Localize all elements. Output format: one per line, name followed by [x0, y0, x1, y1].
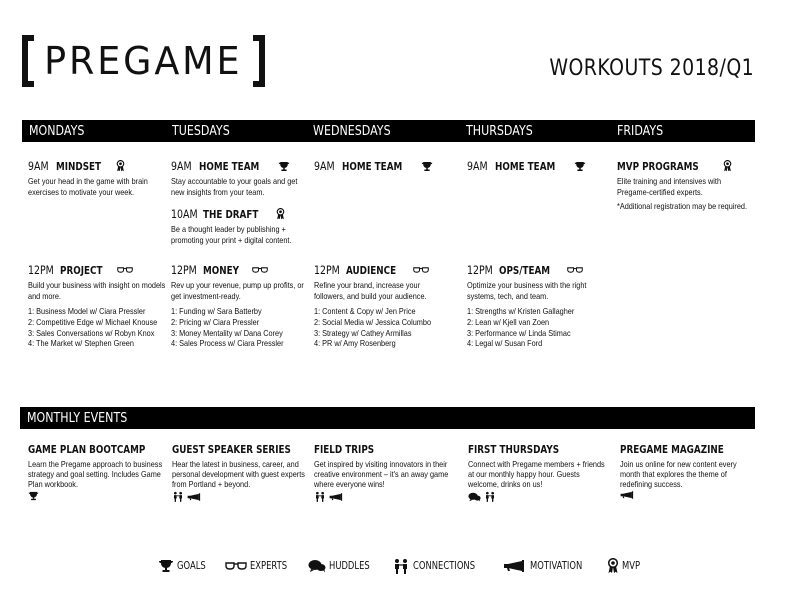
event-guest-speaker-series [172, 443, 312, 502]
slot-title: HOME TEAM [199, 159, 260, 173]
session-item: 2: Lean w/ Kjell van Zoen [467, 316, 550, 327]
session-item: 3: Sales Conversations w/ Robyn Knox [28, 327, 155, 338]
motivation-icon [329, 493, 344, 501]
day-label-thursday: THURSDAYS [466, 123, 533, 139]
legend-label: CONNECTIONS [413, 560, 476, 572]
legend-item-motivation [503, 560, 595, 572]
document-title: WORKOUTS 2018/Q1 [549, 56, 754, 81]
logo-bracket-left [22, 35, 34, 87]
slot-description: Be a thought leader by publishing + promoting your print + digital content. [171, 224, 292, 245]
event-first-thursdays [468, 443, 608, 502]
motivation-icon [503, 560, 527, 572]
goals-icon [574, 161, 586, 172]
event-title: FIRST THURSDAYS [468, 443, 560, 456]
event-title: GUEST SPEAKER SERIES [172, 443, 291, 456]
friday-slot [617, 158, 757, 212]
legend-label: HUDDLES [329, 560, 371, 572]
session-list [28, 306, 174, 349]
session-item: 3: Strategy w/ Cathey Armillas [314, 327, 412, 338]
legend-label: MVP [622, 560, 641, 572]
experts-icon [117, 266, 133, 274]
logo-bracket-right [253, 35, 265, 87]
mvp-icon [607, 558, 619, 574]
monthly-events-label: MONTHLY EVENTS [27, 410, 128, 426]
session-item: 2: Pricing w/ Ciara Pressler [171, 316, 260, 327]
event-field-trips [314, 443, 454, 502]
session-list [314, 306, 460, 349]
thursday-morning-slot [467, 158, 607, 174]
slot-description: Elite training and intensives with Pregame-certified experts. [617, 176, 722, 197]
connections-icon [314, 491, 326, 502]
tuesday-morning-slot-2 [171, 206, 311, 245]
goals-icon [278, 161, 290, 172]
motivation-icon [187, 493, 202, 501]
slot-title: PROJECT [60, 263, 103, 277]
session-item: 4: The Market w/ Stephen Green [28, 338, 134, 349]
slot-title: MINDSET [56, 159, 102, 173]
session-item: 1: Content & Copy w/ Jen Price [314, 306, 416, 316]
goals-icon [158, 559, 174, 573]
pregame-logo [22, 36, 265, 86]
slot-title: AUDIENCE [346, 263, 397, 277]
slot-title: HOME TEAM [342, 159, 403, 173]
session-item: 4: Sales Process w/ Ciara Pressler [171, 338, 284, 349]
event-description: Learn the Pregame approach to business strategy and goal setting. Includes Game Plan workbook. [28, 459, 163, 489]
event-description: Hear the latest in business, career, and personal development with guest experts from Portland + beyond. [172, 459, 305, 489]
monday-noon-slot [28, 262, 168, 349]
day-label-friday: FRIDAYS [617, 123, 664, 139]
slot-time: 9AM [28, 159, 49, 173]
slot-description: Refine your brand, increase your followers, and build your audience. [314, 280, 427, 301]
mvp-icon [276, 208, 285, 220]
slot-title: HOME TEAM [495, 159, 556, 173]
mvp-icon [723, 160, 732, 172]
legend-item-mvp [607, 558, 645, 574]
slot-time: 9AM [171, 159, 192, 173]
legend-item-huddles [308, 559, 380, 573]
motivation-icon [620, 491, 635, 499]
event-pregame-magazine [620, 443, 760, 499]
slot-note: *Additional registration may be required. [617, 201, 748, 211]
slot-time: 10AM [171, 207, 198, 221]
slot-title: MONEY [203, 263, 239, 277]
connections-icon [172, 491, 184, 502]
slot-time: 9AM [467, 159, 488, 173]
event-game-plan-bootcamp [28, 443, 168, 501]
event-description: Connect with Pregame members + friends at our monthly happy hour. Guests welcome, drinks on us! [468, 459, 605, 489]
legend-label: MOTIVATION [529, 560, 583, 572]
tuesday-noon-slot [171, 262, 311, 349]
experts-icon [413, 266, 429, 274]
session-item: 2: Social Media w/ Jessica Columbo [314, 316, 432, 327]
event-description: Get inspired by visiting innovators in their creative environment – it's an away game where everyone wins! [314, 459, 449, 489]
event-description: Join us online for new content every month that explores the theme of redefining success. [620, 459, 737, 489]
connections-icon [392, 558, 410, 574]
day-label-wednesday: WEDNESDAYS [313, 123, 391, 139]
session-item: 1: Funding w/ Sara Batterby [171, 306, 262, 316]
legend-item-connections [392, 558, 491, 574]
session-list [171, 306, 317, 349]
huddles-icon [308, 559, 326, 573]
legend-item-experts [225, 560, 296, 572]
thursday-noon-slot [467, 262, 607, 349]
session-item: 2: Competitive Edge w/ Michael Knouse [28, 316, 158, 327]
day-label-monday: MONDAYS [29, 123, 85, 139]
event-title: GAME PLAN BOOTCAMP [28, 443, 146, 456]
tuesday-morning-slot-1 [171, 158, 311, 197]
session-item: 4: Legal w/ Susan Ford [467, 338, 543, 349]
logo-text: PREGAME [44, 39, 243, 83]
slot-description: Stay accountable to your goals and get new insights from your team. [171, 176, 298, 197]
slot-title: THE DRAFT [203, 207, 259, 221]
slot-description: Rev up your revenue, pump up profits, or get investment-ready. [171, 280, 304, 301]
session-list [467, 306, 613, 349]
event-title: PREGAME MAGAZINE [620, 443, 724, 456]
session-item: 1: Strengths w/ Kristen Gallagher [467, 306, 575, 316]
huddles-icon [468, 492, 481, 502]
session-item: 1: Business Model w/ Ciara Pressler [28, 306, 146, 316]
session-item: 3: Money Mentality w/ Dana Corey [171, 327, 283, 338]
slot-description: Optimize your business with the right systems, tech, and team. [467, 280, 587, 301]
event-title: FIELD TRIPS [314, 443, 375, 456]
session-item: 4: PR w/ Amy Rosenberg [314, 338, 396, 349]
day-header-bar [22, 120, 755, 142]
wednesday-noon-slot [314, 262, 454, 349]
monday-morning-slot [28, 158, 168, 197]
goals-icon [421, 161, 433, 172]
slot-time: 9AM [314, 159, 335, 173]
experts-icon [567, 266, 583, 274]
connections-icon [484, 491, 496, 502]
slot-title: MVP PROGRAMS [617, 159, 699, 173]
slot-time: 12PM [171, 263, 197, 277]
slot-description: Get your head in the game with brain exercises to motivate your week. [28, 176, 148, 197]
slot-description: Build your business with insight on models and more. [28, 280, 166, 301]
experts-icon [252, 266, 268, 274]
experts-icon [225, 561, 247, 571]
slot-time: 12PM [28, 263, 54, 277]
legend-label: EXPERTS [249, 560, 288, 572]
session-item: 3: Performance w/ Linda Stimac [467, 327, 571, 338]
legend-label: GOALS [177, 560, 206, 572]
goals-icon [28, 491, 39, 501]
slot-time: 12PM [467, 263, 493, 277]
legend-item-goals [158, 559, 213, 573]
slot-title: OPS/TEAM [499, 263, 551, 277]
slot-time: 12PM [314, 263, 340, 277]
monthly-events-bar [20, 407, 755, 429]
day-label-tuesday: TUESDAYS [172, 123, 230, 139]
wednesday-morning-slot [314, 158, 454, 174]
mvp-icon [116, 160, 125, 172]
icon-legend [158, 558, 657, 574]
